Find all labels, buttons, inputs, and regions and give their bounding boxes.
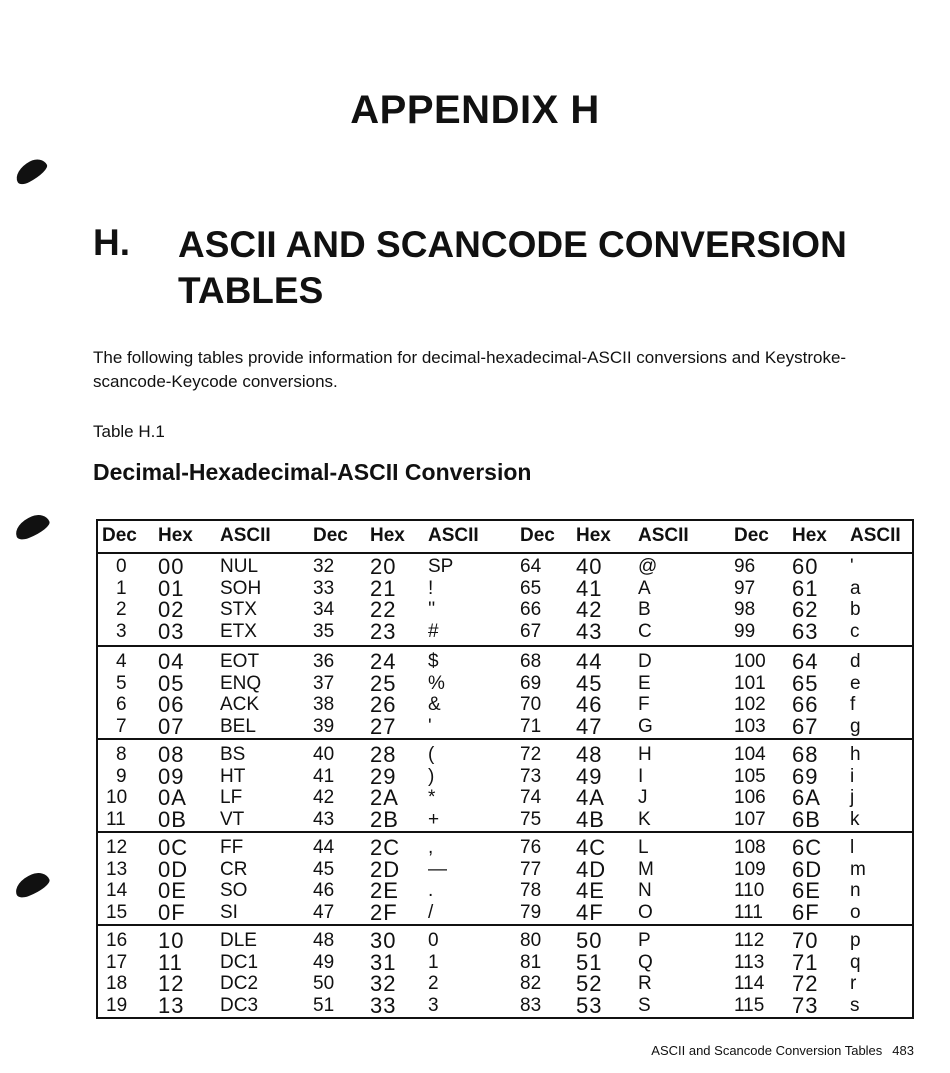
margin-mark-icon xyxy=(12,511,52,542)
section-title: ASCII AND SCANCODE CONVERSION TABLES xyxy=(178,224,847,311)
cell-ascii: q xyxy=(850,951,861,973)
cell-dec: 101 xyxy=(734,672,766,694)
cell-hex: 49 xyxy=(576,763,603,789)
cell-dec: 1 xyxy=(116,577,127,599)
cell-hex: 28 xyxy=(370,742,397,767)
table-row xyxy=(98,930,912,951)
cell-hex: 42 xyxy=(576,597,603,622)
cell-dec: 6 xyxy=(116,694,127,715)
cell-hex: 6F xyxy=(792,899,820,925)
cell-dec: 33 xyxy=(313,577,335,599)
cell-dec: 109 xyxy=(734,858,766,880)
cell-ascii: 1 xyxy=(428,951,439,973)
cell-ascii: J xyxy=(638,787,648,808)
cell-dec: 66 xyxy=(520,599,542,620)
cell-hex: 6A xyxy=(792,785,821,810)
cell-ascii: I xyxy=(638,765,644,787)
cell-hex: 07 xyxy=(158,713,185,739)
cell-ascii: BEL xyxy=(220,715,256,737)
cell-ascii: 3 xyxy=(428,994,439,1016)
table-row-group xyxy=(98,924,912,1019)
cell-hex: 2C xyxy=(370,835,401,860)
table-row xyxy=(98,651,912,672)
cell-dec: 17 xyxy=(106,951,128,973)
cell-dec: 43 xyxy=(313,808,335,830)
cell-dec: 11 xyxy=(106,808,126,830)
cell-ascii: & xyxy=(428,694,441,715)
table-row xyxy=(98,992,912,1018)
cell-dec: 110 xyxy=(734,880,765,901)
cell-ascii: ) xyxy=(428,765,435,787)
cell-ascii: ENQ xyxy=(220,672,262,694)
cell-ascii: '' xyxy=(428,599,436,620)
cell-hex: 10 xyxy=(158,928,185,953)
cell-dec: 14 xyxy=(106,880,128,901)
cell-hex: 67 xyxy=(792,713,819,739)
table-row xyxy=(98,856,912,882)
cell-ascii: N xyxy=(638,880,652,901)
cell-dec: 10 xyxy=(106,787,128,808)
cell-hex: 4A xyxy=(576,785,605,810)
cell-dec: 106 xyxy=(734,787,766,808)
table-header-row xyxy=(98,521,912,554)
cell-hex: 72 xyxy=(792,971,819,996)
cell-hex: 06 xyxy=(158,692,185,717)
table-row xyxy=(98,837,912,858)
cell-hex: 0E xyxy=(158,878,187,903)
cell-dec: 44 xyxy=(313,837,335,858)
table-label: Table H.1 xyxy=(93,422,165,441)
cell-hex: 0C xyxy=(158,835,189,860)
cell-hex: 4B xyxy=(576,806,605,832)
cell-hex: 01 xyxy=(158,575,185,601)
cell-ascii: s xyxy=(850,994,860,1016)
cell-hex: 23 xyxy=(370,618,397,644)
header-dec: Dec xyxy=(102,525,137,546)
cell-ascii: VT xyxy=(220,808,245,830)
cell-ascii: ' xyxy=(850,556,854,577)
cell-hex: 04 xyxy=(158,649,185,674)
cell-dec: 73 xyxy=(520,765,542,787)
table-row xyxy=(98,556,912,577)
cell-hex: 20 xyxy=(370,554,397,579)
cell-hex: 40 xyxy=(576,554,603,579)
table-row xyxy=(98,787,912,808)
cell-dec: 65 xyxy=(520,577,542,599)
cell-ascii: k xyxy=(850,808,860,830)
cell-hex: 4C xyxy=(576,835,607,860)
cell-ascii: DC2 xyxy=(220,973,259,994)
cell-ascii: M xyxy=(638,858,654,880)
cell-hex: 4D xyxy=(576,856,607,882)
cell-ascii: . xyxy=(428,880,434,901)
cell-hex: 60 xyxy=(792,554,819,579)
cell-hex: 62 xyxy=(792,597,819,622)
cell-ascii: p xyxy=(850,930,861,951)
header-dec: Dec xyxy=(734,525,769,546)
cell-ascii: SI xyxy=(220,901,238,923)
cell-dec: 115 xyxy=(734,994,765,1016)
cell-dec: 45 xyxy=(313,858,335,880)
cell-ascii: m xyxy=(850,858,866,880)
cell-hex: 0F xyxy=(158,899,186,925)
cell-ascii: FF xyxy=(220,837,244,858)
cell-hex: 0B xyxy=(158,806,187,832)
cell-ascii: i xyxy=(850,765,855,787)
table-row xyxy=(98,599,912,620)
cell-dec: 13 xyxy=(106,858,128,880)
cell-dec: 69 xyxy=(520,672,542,694)
cell-hex: 43 xyxy=(576,618,603,644)
table-row xyxy=(98,575,912,601)
header-ascii: ASCII xyxy=(428,525,479,546)
cell-ascii: r xyxy=(850,973,857,994)
cell-ascii: f xyxy=(850,694,856,715)
cell-dec: 102 xyxy=(734,694,766,715)
cell-dec: 9 xyxy=(116,765,127,787)
cell-hex: 03 xyxy=(158,618,185,644)
table-row xyxy=(98,763,912,789)
cell-dec: 15 xyxy=(106,901,128,923)
cell-dec: 47 xyxy=(313,901,335,923)
cell-ascii: a xyxy=(850,577,861,599)
cell-hex: 45 xyxy=(576,670,603,696)
cell-ascii: SOH xyxy=(220,577,262,599)
cell-ascii: D xyxy=(638,651,652,672)
cell-ascii: S xyxy=(638,994,651,1016)
page-number: 483 xyxy=(892,1043,914,1058)
cell-hex: 6B xyxy=(792,806,821,832)
cell-ascii: # xyxy=(428,620,439,642)
cell-dec: 97 xyxy=(734,577,756,599)
cell-hex: 2F xyxy=(370,899,398,925)
cell-hex: 29 xyxy=(370,763,397,789)
cell-ascii: e xyxy=(850,672,861,694)
cell-ascii: n xyxy=(850,880,861,901)
cell-dec: 12 xyxy=(106,837,128,858)
cell-hex: 11 xyxy=(158,949,183,975)
cell-dec: 38 xyxy=(313,694,335,715)
cell-hex: 73 xyxy=(792,992,819,1018)
cell-hex: 52 xyxy=(576,971,603,996)
cell-ascii: A xyxy=(638,577,651,599)
cell-dec: 113 xyxy=(734,951,765,973)
cell-ascii: — xyxy=(428,858,447,880)
cell-hex: 63 xyxy=(792,618,819,644)
cell-hex: 09 xyxy=(158,763,185,789)
cell-dec: 108 xyxy=(734,837,766,858)
cell-hex: 08 xyxy=(158,742,185,767)
page-footer xyxy=(641,1043,914,1058)
table-row xyxy=(98,973,912,994)
cell-hex: 65 xyxy=(792,670,819,696)
cell-ascii: BS xyxy=(220,744,246,765)
cell-ascii: Q xyxy=(638,951,653,973)
cell-ascii: ( xyxy=(428,744,435,765)
cell-dec: 36 xyxy=(313,651,335,672)
cell-ascii: + xyxy=(428,808,440,830)
cell-ascii: h xyxy=(850,744,861,765)
cell-ascii: ' xyxy=(428,715,432,737)
cell-dec: 71 xyxy=(520,715,542,737)
cell-dec: 16 xyxy=(106,930,128,951)
cell-ascii: / xyxy=(428,901,434,923)
cell-ascii: STX xyxy=(220,599,257,620)
cell-dec: 18 xyxy=(106,973,128,994)
cell-hex: 12 xyxy=(158,971,185,996)
cell-dec: 79 xyxy=(520,901,542,923)
cell-hex: 53 xyxy=(576,992,603,1018)
cell-ascii: LF xyxy=(220,787,243,808)
cell-ascii: G xyxy=(638,715,653,737)
cell-ascii: L xyxy=(638,837,649,858)
cell-hex: 70 xyxy=(792,928,819,953)
cell-ascii: d xyxy=(850,651,861,672)
cell-hex: 21 xyxy=(370,575,397,601)
cell-dec: 50 xyxy=(313,973,335,994)
footer-text: ASCII and Scancode Conversion Tables xyxy=(651,1043,883,1058)
cell-dec: 100 xyxy=(734,651,766,672)
cell-ascii: DC3 xyxy=(220,994,259,1016)
table-row-group xyxy=(98,831,912,926)
cell-hex: 66 xyxy=(792,692,819,717)
cell-hex: 22 xyxy=(370,597,397,622)
cell-hex: 6E xyxy=(792,878,821,903)
cell-hex: 31 xyxy=(370,949,397,975)
header-dec: Dec xyxy=(313,525,348,546)
cell-ascii: SP xyxy=(428,556,454,577)
cell-ascii: c xyxy=(850,620,860,642)
cell-dec: 98 xyxy=(734,599,756,620)
cell-dec: 64 xyxy=(520,556,542,577)
cell-ascii: j xyxy=(850,787,855,808)
cell-hex: 27 xyxy=(370,713,397,739)
cell-dec: 8 xyxy=(116,744,127,765)
cell-ascii: B xyxy=(638,599,651,620)
intro-paragraph: The following tables provide information for decimal-hexadecimal-ASCII conversions and Keystroke-scancode-Keycode conversions. xyxy=(93,348,847,391)
cell-dec: 0 xyxy=(116,556,127,577)
cell-dec: 111 xyxy=(734,901,763,923)
cell-ascii: % xyxy=(428,672,445,694)
cell-ascii: ETX xyxy=(220,620,257,642)
appendix-title: APPENDIX H xyxy=(350,88,600,132)
cell-dec: 107 xyxy=(734,808,766,830)
cell-ascii: o xyxy=(850,901,861,923)
cell-dec: 81 xyxy=(520,951,542,973)
cell-dec: 34 xyxy=(313,599,335,620)
cell-dec: 41 xyxy=(313,765,335,787)
cell-dec: 3 xyxy=(116,620,127,642)
header-ascii: ASCII xyxy=(638,525,689,546)
cell-dec: 105 xyxy=(734,765,766,787)
cell-dec: 67 xyxy=(520,620,542,642)
cell-dec: 70 xyxy=(520,694,542,715)
cell-dec: 32 xyxy=(313,556,335,577)
cell-hex: 51 xyxy=(576,949,603,975)
cell-hex: 02 xyxy=(158,597,185,622)
cell-ascii: $ xyxy=(428,651,439,672)
cell-hex: 41 xyxy=(576,575,603,601)
cell-dec: 39 xyxy=(313,715,335,737)
cell-ascii: E xyxy=(638,672,651,694)
table-row xyxy=(98,694,912,715)
table-row-group xyxy=(98,552,912,645)
cell-dec: 112 xyxy=(734,930,765,951)
cell-hex: 0D xyxy=(158,856,189,882)
cell-dec: 74 xyxy=(520,787,542,808)
cell-hex: 6C xyxy=(792,835,823,860)
cell-ascii: O xyxy=(638,901,653,923)
cell-hex: 71 xyxy=(792,949,819,975)
cell-ascii: g xyxy=(850,715,861,737)
cell-dec: 35 xyxy=(313,620,335,642)
cell-ascii: P xyxy=(638,930,651,951)
cell-ascii: DC1 xyxy=(220,951,259,973)
table-row xyxy=(98,713,912,739)
cell-ascii: EOT xyxy=(220,651,260,672)
cell-ascii: , xyxy=(428,837,434,858)
cell-hex: 68 xyxy=(792,742,819,767)
cell-ascii: 0 xyxy=(428,930,439,951)
header-hex: Hex xyxy=(792,525,827,546)
cell-dec: 42 xyxy=(313,787,335,808)
ascii-conversion-table xyxy=(96,519,914,1019)
section-number: H. xyxy=(93,222,130,263)
cell-dec: 96 xyxy=(734,556,756,577)
cell-hex: 4F xyxy=(576,899,604,925)
table-row xyxy=(98,899,912,925)
cell-ascii: @ xyxy=(638,556,658,577)
cell-dec: 51 xyxy=(313,994,335,1016)
cell-dec: 82 xyxy=(520,973,542,994)
cell-dec: 104 xyxy=(734,744,766,765)
cell-ascii: SO xyxy=(220,880,248,901)
cell-hex: 46 xyxy=(576,692,603,717)
cell-dec: 78 xyxy=(520,880,542,901)
table-heading: Decimal-Hexadecimal-ASCII Conversion xyxy=(93,459,532,485)
cell-hex: 26 xyxy=(370,692,397,717)
cell-ascii: K xyxy=(638,808,651,830)
table-row xyxy=(98,744,912,765)
cell-hex: 61 xyxy=(792,575,819,601)
cell-dec: 48 xyxy=(313,930,335,951)
cell-hex: 24 xyxy=(370,649,397,674)
cell-dec: 99 xyxy=(734,620,756,642)
cell-hex: 69 xyxy=(792,763,819,789)
cell-dec: 75 xyxy=(520,808,542,830)
header-ascii: ASCII xyxy=(850,525,901,546)
table-row xyxy=(98,618,912,644)
cell-hex: 44 xyxy=(576,649,603,674)
cell-dec: 72 xyxy=(520,744,542,765)
cell-hex: 30 xyxy=(370,928,397,953)
cell-ascii: * xyxy=(428,787,436,808)
cell-hex: 33 xyxy=(370,992,397,1018)
cell-ascii: R xyxy=(638,973,652,994)
header-dec: Dec xyxy=(520,525,555,546)
table-row-group xyxy=(98,645,912,740)
cell-ascii: ACK xyxy=(220,694,260,715)
cell-ascii: l xyxy=(850,837,855,858)
cell-hex: 00 xyxy=(158,554,185,579)
cell-ascii: F xyxy=(638,694,650,715)
cell-dec: 103 xyxy=(734,715,766,737)
header-ascii: ASCII xyxy=(220,525,271,546)
cell-dec: 46 xyxy=(313,880,335,901)
cell-ascii: CR xyxy=(220,858,248,880)
cell-dec: 114 xyxy=(734,973,765,994)
cell-hex: 47 xyxy=(576,713,603,739)
margin-mark-icon xyxy=(12,869,52,900)
cell-dec: 68 xyxy=(520,651,542,672)
margin-mark-icon xyxy=(12,155,50,187)
table-row xyxy=(98,670,912,696)
header-hex: Hex xyxy=(576,525,611,546)
header-hex: Hex xyxy=(370,525,405,546)
cell-hex: 05 xyxy=(158,670,185,696)
cell-dec: 76 xyxy=(520,837,542,858)
cell-hex: 4E xyxy=(576,878,605,903)
cell-ascii: DLE xyxy=(220,930,257,951)
table-row xyxy=(98,949,912,975)
cell-ascii: b xyxy=(850,599,861,620)
cell-hex: 48 xyxy=(576,742,603,767)
cell-dec: 37 xyxy=(313,672,335,694)
cell-hex: 25 xyxy=(370,670,397,696)
cell-hex: 13 xyxy=(158,992,185,1018)
cell-dec: 2 xyxy=(116,599,127,620)
table-row xyxy=(98,880,912,901)
header-hex: Hex xyxy=(158,525,193,546)
cell-dec: 19 xyxy=(106,994,128,1016)
cell-dec: 49 xyxy=(313,951,335,973)
cell-hex: 2A xyxy=(370,785,399,810)
table-row xyxy=(98,806,912,832)
cell-hex: 2E xyxy=(370,878,399,903)
cell-dec: 80 xyxy=(520,930,542,951)
cell-dec: 4 xyxy=(116,651,127,672)
cell-dec: 5 xyxy=(116,672,127,694)
cell-ascii: HT xyxy=(220,765,246,787)
cell-ascii: ! xyxy=(428,577,434,599)
cell-ascii: C xyxy=(638,620,652,642)
cell-hex: 0A xyxy=(158,785,187,810)
table-row-group xyxy=(98,738,912,833)
cell-hex: 64 xyxy=(792,649,819,674)
cell-dec: 83 xyxy=(520,994,542,1016)
cell-hex: 50 xyxy=(576,928,603,953)
cell-dec: 7 xyxy=(116,715,127,737)
cell-hex: 2B xyxy=(370,806,399,832)
cell-ascii: H xyxy=(638,744,652,765)
cell-hex: 32 xyxy=(370,971,397,996)
cell-ascii: NUL xyxy=(220,556,259,577)
cell-ascii: 2 xyxy=(428,973,439,994)
cell-dec: 77 xyxy=(520,858,542,880)
cell-dec: 40 xyxy=(313,744,335,765)
cell-hex: 6D xyxy=(792,856,823,882)
cell-hex: 2D xyxy=(370,856,401,882)
